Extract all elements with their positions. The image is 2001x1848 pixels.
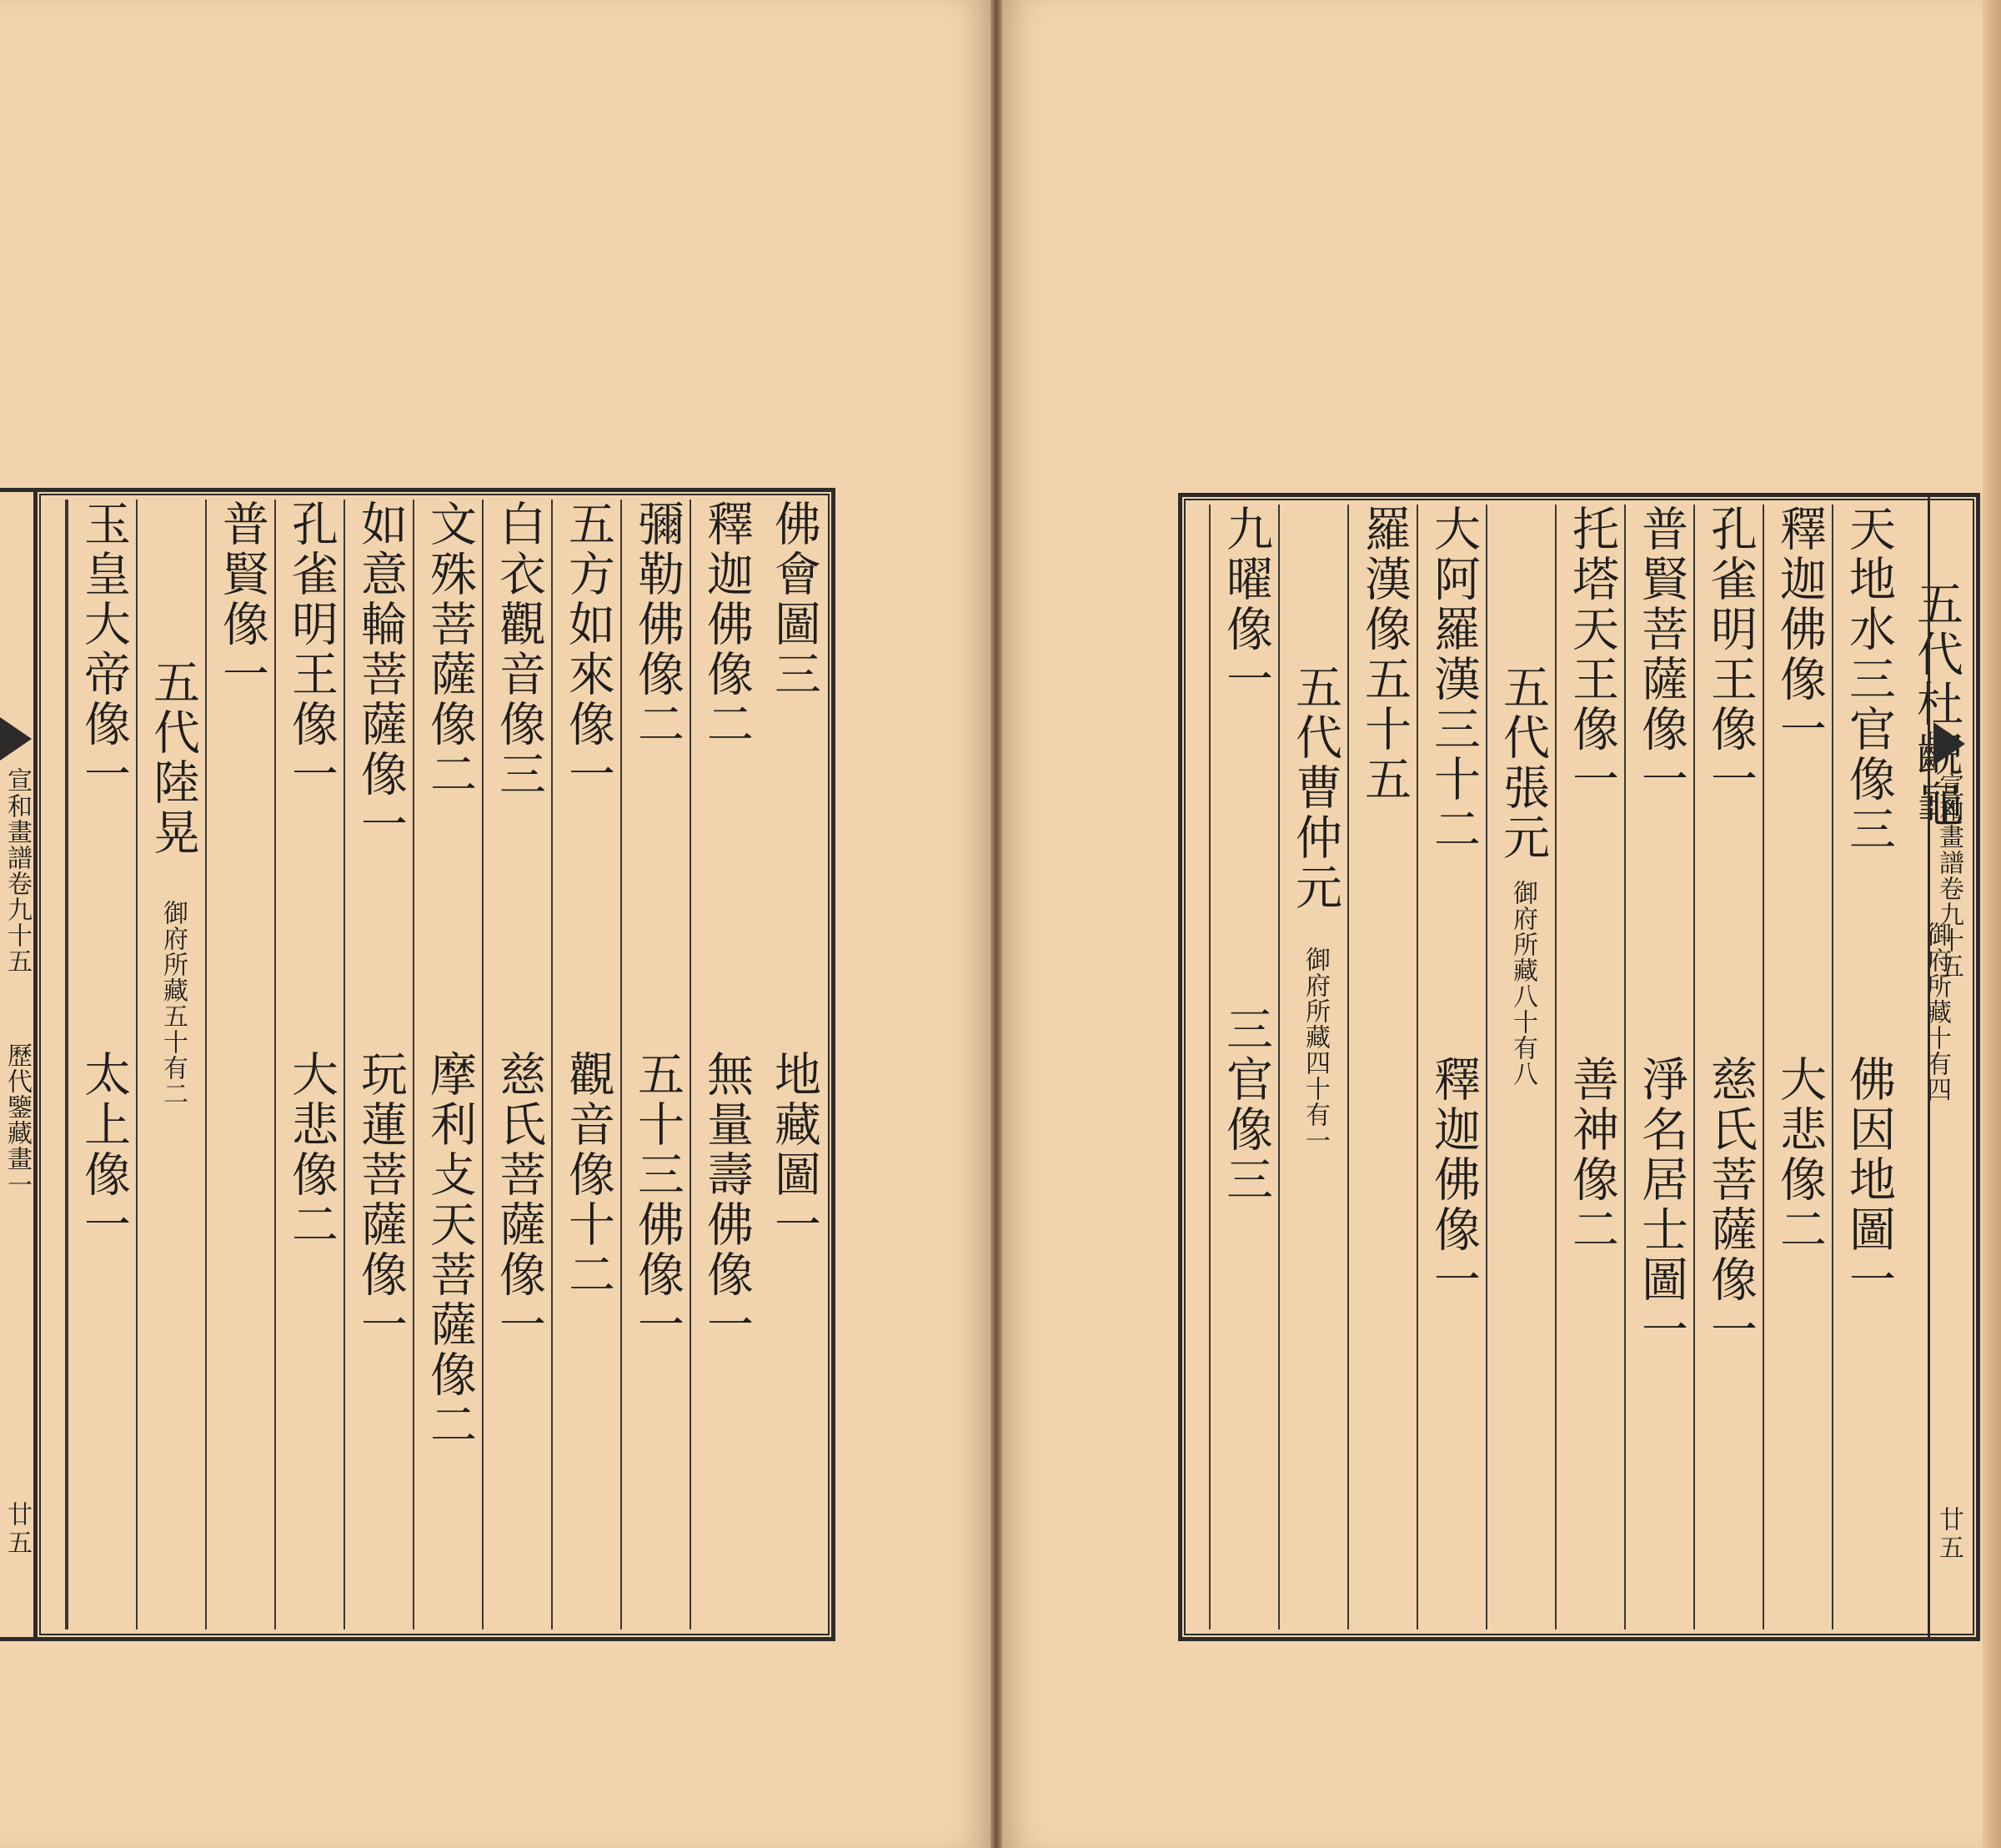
banner-title: 宣和畫譜卷九十五 (1934, 772, 1963, 979)
entry-bottom: 五十三佛像一 (630, 1050, 685, 1350)
entry-top: 玉皇大帝像一 (77, 500, 131, 800)
left-column-3 (620, 500, 691, 1630)
right-column-6 (1555, 505, 1626, 1630)
collection-note: 御府所藏八十有八 (1508, 880, 1537, 1087)
left-text-block (33, 488, 835, 1641)
right-column-10 (1278, 505, 1349, 1630)
right-text-block (1178, 493, 1980, 1641)
entry-bottom: 慈氏菩薩像一 (1703, 1055, 1758, 1355)
right-column-7 (1486, 505, 1557, 1630)
right-banner (1928, 493, 1966, 1641)
entry-top: 文殊菩薩像二 (423, 500, 477, 800)
collection-note: 御府所藏五十有二 (158, 900, 188, 1107)
entry-top: 孔雀明王像一 (284, 500, 339, 800)
entry-bottom: 無量壽佛像一 (700, 1050, 754, 1350)
book-gutter (990, 0, 1002, 1848)
entry-bottom: 釋迦佛像一 (1427, 1055, 1481, 1305)
collection-note: 御府所藏十有四 (1922, 921, 1951, 1102)
entry-top: 普賢像一 (215, 500, 269, 700)
entry-top: 孔雀明王像一 (1703, 505, 1758, 805)
painter-name: 五代陸晃 (146, 658, 200, 858)
entry-top: 五方如來像一 (561, 500, 615, 800)
entry-top: 白衣觀音像三 (492, 500, 546, 800)
entry-bottom: 三官像三 (1219, 1005, 1273, 1205)
left-column-11 (67, 500, 138, 1630)
entry-bottom: 觀音像十二 (561, 1050, 615, 1300)
entry-top: 佛會圖三 (767, 500, 821, 700)
banner-title: 宣和畫譜卷九十五 (3, 767, 32, 974)
left-column-6 (413, 500, 484, 1630)
right-column-5 (1624, 505, 1695, 1630)
entry-top: 羅漢像五十五 (1357, 505, 1412, 805)
right-column-8 (1417, 505, 1487, 1630)
entry-top: 如意輪菩薩像一 (354, 500, 408, 850)
entry-bottom: 大悲像二 (284, 1050, 339, 1250)
entry-bottom: 善神像二 (1565, 1055, 1619, 1255)
fishtail-mark (1933, 722, 1965, 766)
painter-name: 五代張元 (1496, 663, 1550, 863)
left-column-2 (690, 500, 760, 1630)
entry-top: 大阿羅漢三十二 (1427, 505, 1481, 855)
left-column-10 (136, 500, 207, 1630)
left-column-9 (205, 500, 276, 1630)
left-banner (0, 488, 33, 1641)
right-column-9 (1347, 505, 1418, 1630)
column-rule (65, 500, 67, 1630)
entry-bottom: 大悲像二 (1773, 1055, 1827, 1255)
right-page (1002, 0, 2001, 1848)
fishtail-mark (0, 717, 32, 761)
right-column-4 (1693, 505, 1764, 1630)
entry-bottom: 淨名居士圖一 (1634, 1055, 1688, 1355)
banner-section: 歷代鑒藏畫一 (3, 1042, 32, 1198)
painter-name: 五代曹仲元 (1288, 663, 1342, 913)
left-column-8 (274, 500, 345, 1630)
entry-bottom: 慈氏菩薩像一 (492, 1050, 546, 1350)
banner-folio: 廿五 (3, 1501, 32, 1558)
banner-folio: 廿五 (1934, 1506, 1963, 1563)
entry-bottom: 佛因地圖一 (1842, 1055, 1896, 1305)
left-column-5 (482, 500, 553, 1630)
entry-bottom: 地藏圖一 (767, 1050, 821, 1250)
entry-top: 彌勒佛像二 (630, 500, 685, 750)
entry-top: 天地水三官像三 (1842, 505, 1896, 855)
entry-bottom: 玩蓮菩薩像一 (354, 1050, 408, 1350)
entry-bottom: 摩利攴天菩薩像二 (423, 1050, 477, 1450)
left-column-7 (344, 500, 414, 1630)
left-column-1 (759, 500, 828, 1630)
entry-top: 普賢菩薩像一 (1634, 505, 1688, 805)
painter-name: 五代杜齯龜 (1909, 580, 1963, 830)
entry-top: 九曜像一 (1219, 505, 1273, 705)
left-column-4 (551, 500, 622, 1630)
right-column-11 (1209, 505, 1280, 1630)
entry-bottom: 太上像一 (77, 1050, 131, 1250)
right-column-2 (1832, 505, 1903, 1630)
right-column-3 (1763, 505, 1833, 1630)
collection-note: 御府所藏四十有一 (1301, 947, 1330, 1153)
entry-top: 釋迦佛像一 (1773, 505, 1827, 755)
entry-top: 托塔天王像一 (1565, 505, 1619, 805)
left-page (0, 0, 990, 1848)
entry-top: 釋迦佛像二 (700, 500, 754, 750)
